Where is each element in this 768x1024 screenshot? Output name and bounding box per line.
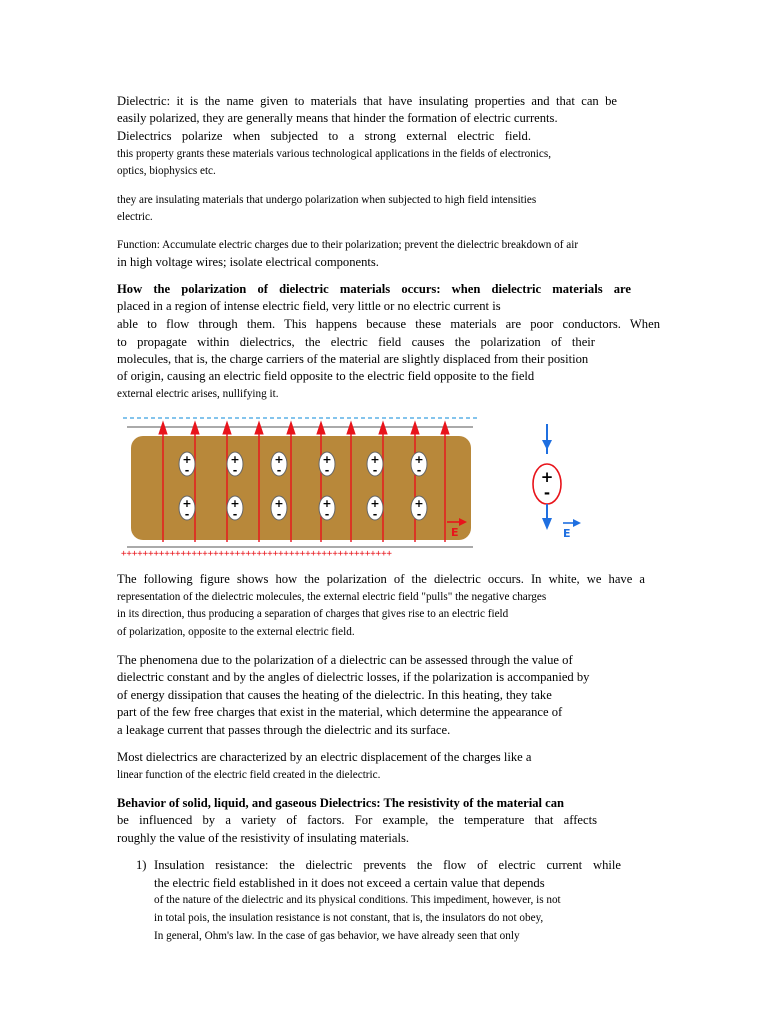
molecule	[179, 496, 195, 521]
svg-text:-: -	[372, 508, 378, 521]
single-molecule-minus: -	[543, 484, 551, 502]
para8-heading: Behavior of solid, liquid, and gaseous Dielectrics: The resistivity of the material can	[117, 796, 565, 810]
para6-line5: a leakage current that passes through the dielectric and its surface.	[117, 723, 451, 737]
para4-heading: How the polarization of dielectric materials occurs: when dielectric materials are	[117, 282, 631, 296]
svg-text:-: -	[276, 508, 282, 521]
svg-text:+: +	[322, 497, 332, 510]
para7-line2: linear function of the electric field created in the dielectric.	[117, 769, 381, 781]
para5-line4: of polarization, opposite to the external electric field.	[117, 626, 355, 638]
para4-line2: able to flow through them. This happens because these materials are poor conductors. When	[117, 317, 660, 331]
para6-line2: dielectric constant and by the angles of dielectric losses, if the polarization is accompanied by	[117, 670, 590, 684]
para4-line6: external electric arises, nullifying it.	[117, 388, 279, 400]
field-label-blue: E	[563, 527, 571, 540]
svg-text:-: -	[324, 508, 330, 521]
svg-text:+: +	[230, 453, 240, 466]
svg-text:-: -	[276, 464, 282, 477]
molecule	[319, 496, 335, 521]
molecule	[319, 452, 335, 477]
field-label-red: E	[451, 526, 459, 539]
para3-line1: Function: Accumulate electric charges due to their polarization; prevent the dielectric breakdown of air	[117, 239, 579, 251]
svg-text:+: +	[182, 453, 192, 466]
para2-line2: electric.	[117, 211, 153, 223]
para8-line2: roughly the value of the resistivity of insulating materials.	[117, 831, 410, 845]
para1-line1: Dielectric: it is the name given to materials that have insulating properties and that can be	[117, 94, 617, 108]
molecule	[271, 496, 287, 521]
field-e-blue	[563, 519, 581, 540]
para8-line1: be influenced by a variety of factors. For example, the temperature that affects	[117, 813, 597, 827]
molecule	[411, 452, 427, 477]
molecule	[411, 496, 427, 521]
para5-line1: The following figure shows how the polarization of the dielectric occurs. In white, we have a	[117, 572, 645, 586]
list1-line5: In general, Ohm's law. In the case of gas behavior, we have already seen that only	[154, 930, 520, 942]
list1-line3: of the nature of the dielectric and its physical conditions. This impediment, however, is not	[154, 894, 561, 906]
single-molecule	[533, 424, 561, 530]
molecule	[271, 452, 287, 477]
svg-text:+: +	[414, 453, 424, 466]
molecule	[367, 452, 383, 477]
para1-line5: optics, biophysics etc.	[117, 165, 216, 177]
para2-line1: they are insulating materials that undergo polarization when subjected to high field intensities	[117, 194, 537, 206]
molecule	[367, 496, 383, 521]
svg-text:+: +	[274, 453, 284, 466]
molecule	[179, 452, 195, 477]
molecule	[227, 452, 243, 477]
svg-text:+: +	[182, 497, 192, 510]
molecule	[227, 496, 243, 521]
para6-line3: of energy dissipation that causes the heating of the dielectric. In this heating, they take	[117, 688, 552, 702]
svg-text:-: -	[232, 508, 238, 521]
para1-line3: Dielectrics polarize when subjected to a strong external electric field.	[117, 129, 531, 143]
svg-text:+: +	[274, 497, 284, 510]
para3-line2: in high voltage wires; isolate electrical components.	[117, 255, 379, 269]
list1-line2: the electric field established in it does not exceed a certain value that depends	[154, 876, 545, 890]
list-item-number: 1)	[136, 858, 147, 872]
polarization-diagram	[117, 410, 597, 570]
svg-text:-: -	[232, 464, 238, 477]
svg-text:+: +	[370, 453, 380, 466]
para6-line4: part of the few free charges that exist in the material, which determine the appearance of	[117, 705, 563, 719]
para4-line4: molecules, that is, the charge carriers of the material are slightly displaced from their position	[117, 352, 589, 366]
para1-line2: easily polarized, they are generally means that hinder the formation of electric currents.	[117, 111, 558, 125]
list1-line4: in total pois, the insulation resistance is not constant, that is, the insulators do not obey,	[154, 912, 544, 924]
svg-text:+: +	[414, 497, 424, 510]
para1-line4: this property grants these materials various technological applications in the fields of electronics,	[117, 148, 552, 160]
svg-text:-: -	[324, 464, 330, 477]
list1-line1: Insulation resistance: the dielectric prevents the flow of electric current while	[154, 858, 621, 872]
para7-line1: Most dielectrics are characterized by an electric displacement of the charges like a	[117, 750, 532, 764]
svg-text:+: +	[370, 497, 380, 510]
para6-line1: The phenomena due to the polarization of a dielectric can be assessed through the value of	[117, 653, 573, 667]
svg-text:-: -	[416, 508, 422, 521]
para5-line3: in its direction, thus producing a separation of charges that gives rise to an electric field	[117, 608, 509, 620]
bottom-charge-row: ++++++++++++++++++++++++++++++++++++++++++++++++++	[121, 549, 392, 559]
svg-text:-: -	[184, 508, 190, 521]
para4-line3: to propagate within dielectrics, the electric field causes the polarization of their	[117, 335, 595, 349]
svg-text:+: +	[230, 497, 240, 510]
svg-text:-: -	[184, 464, 190, 477]
para5-line2: representation of the dielectric molecules, the external electric field "pulls" the negative charges	[117, 591, 547, 603]
svg-text:+: +	[322, 453, 332, 466]
svg-text:-: -	[372, 464, 378, 477]
para4-line5: of origin, causing an electric field opposite to the electric field opposite to the field	[117, 369, 535, 383]
single-molecule-plus: +	[540, 468, 554, 486]
polarization-figure	[117, 410, 597, 570]
svg-text:-: -	[416, 464, 422, 477]
para4-line1: placed in a region of intense electric field, very little or no electric current is	[117, 299, 501, 313]
